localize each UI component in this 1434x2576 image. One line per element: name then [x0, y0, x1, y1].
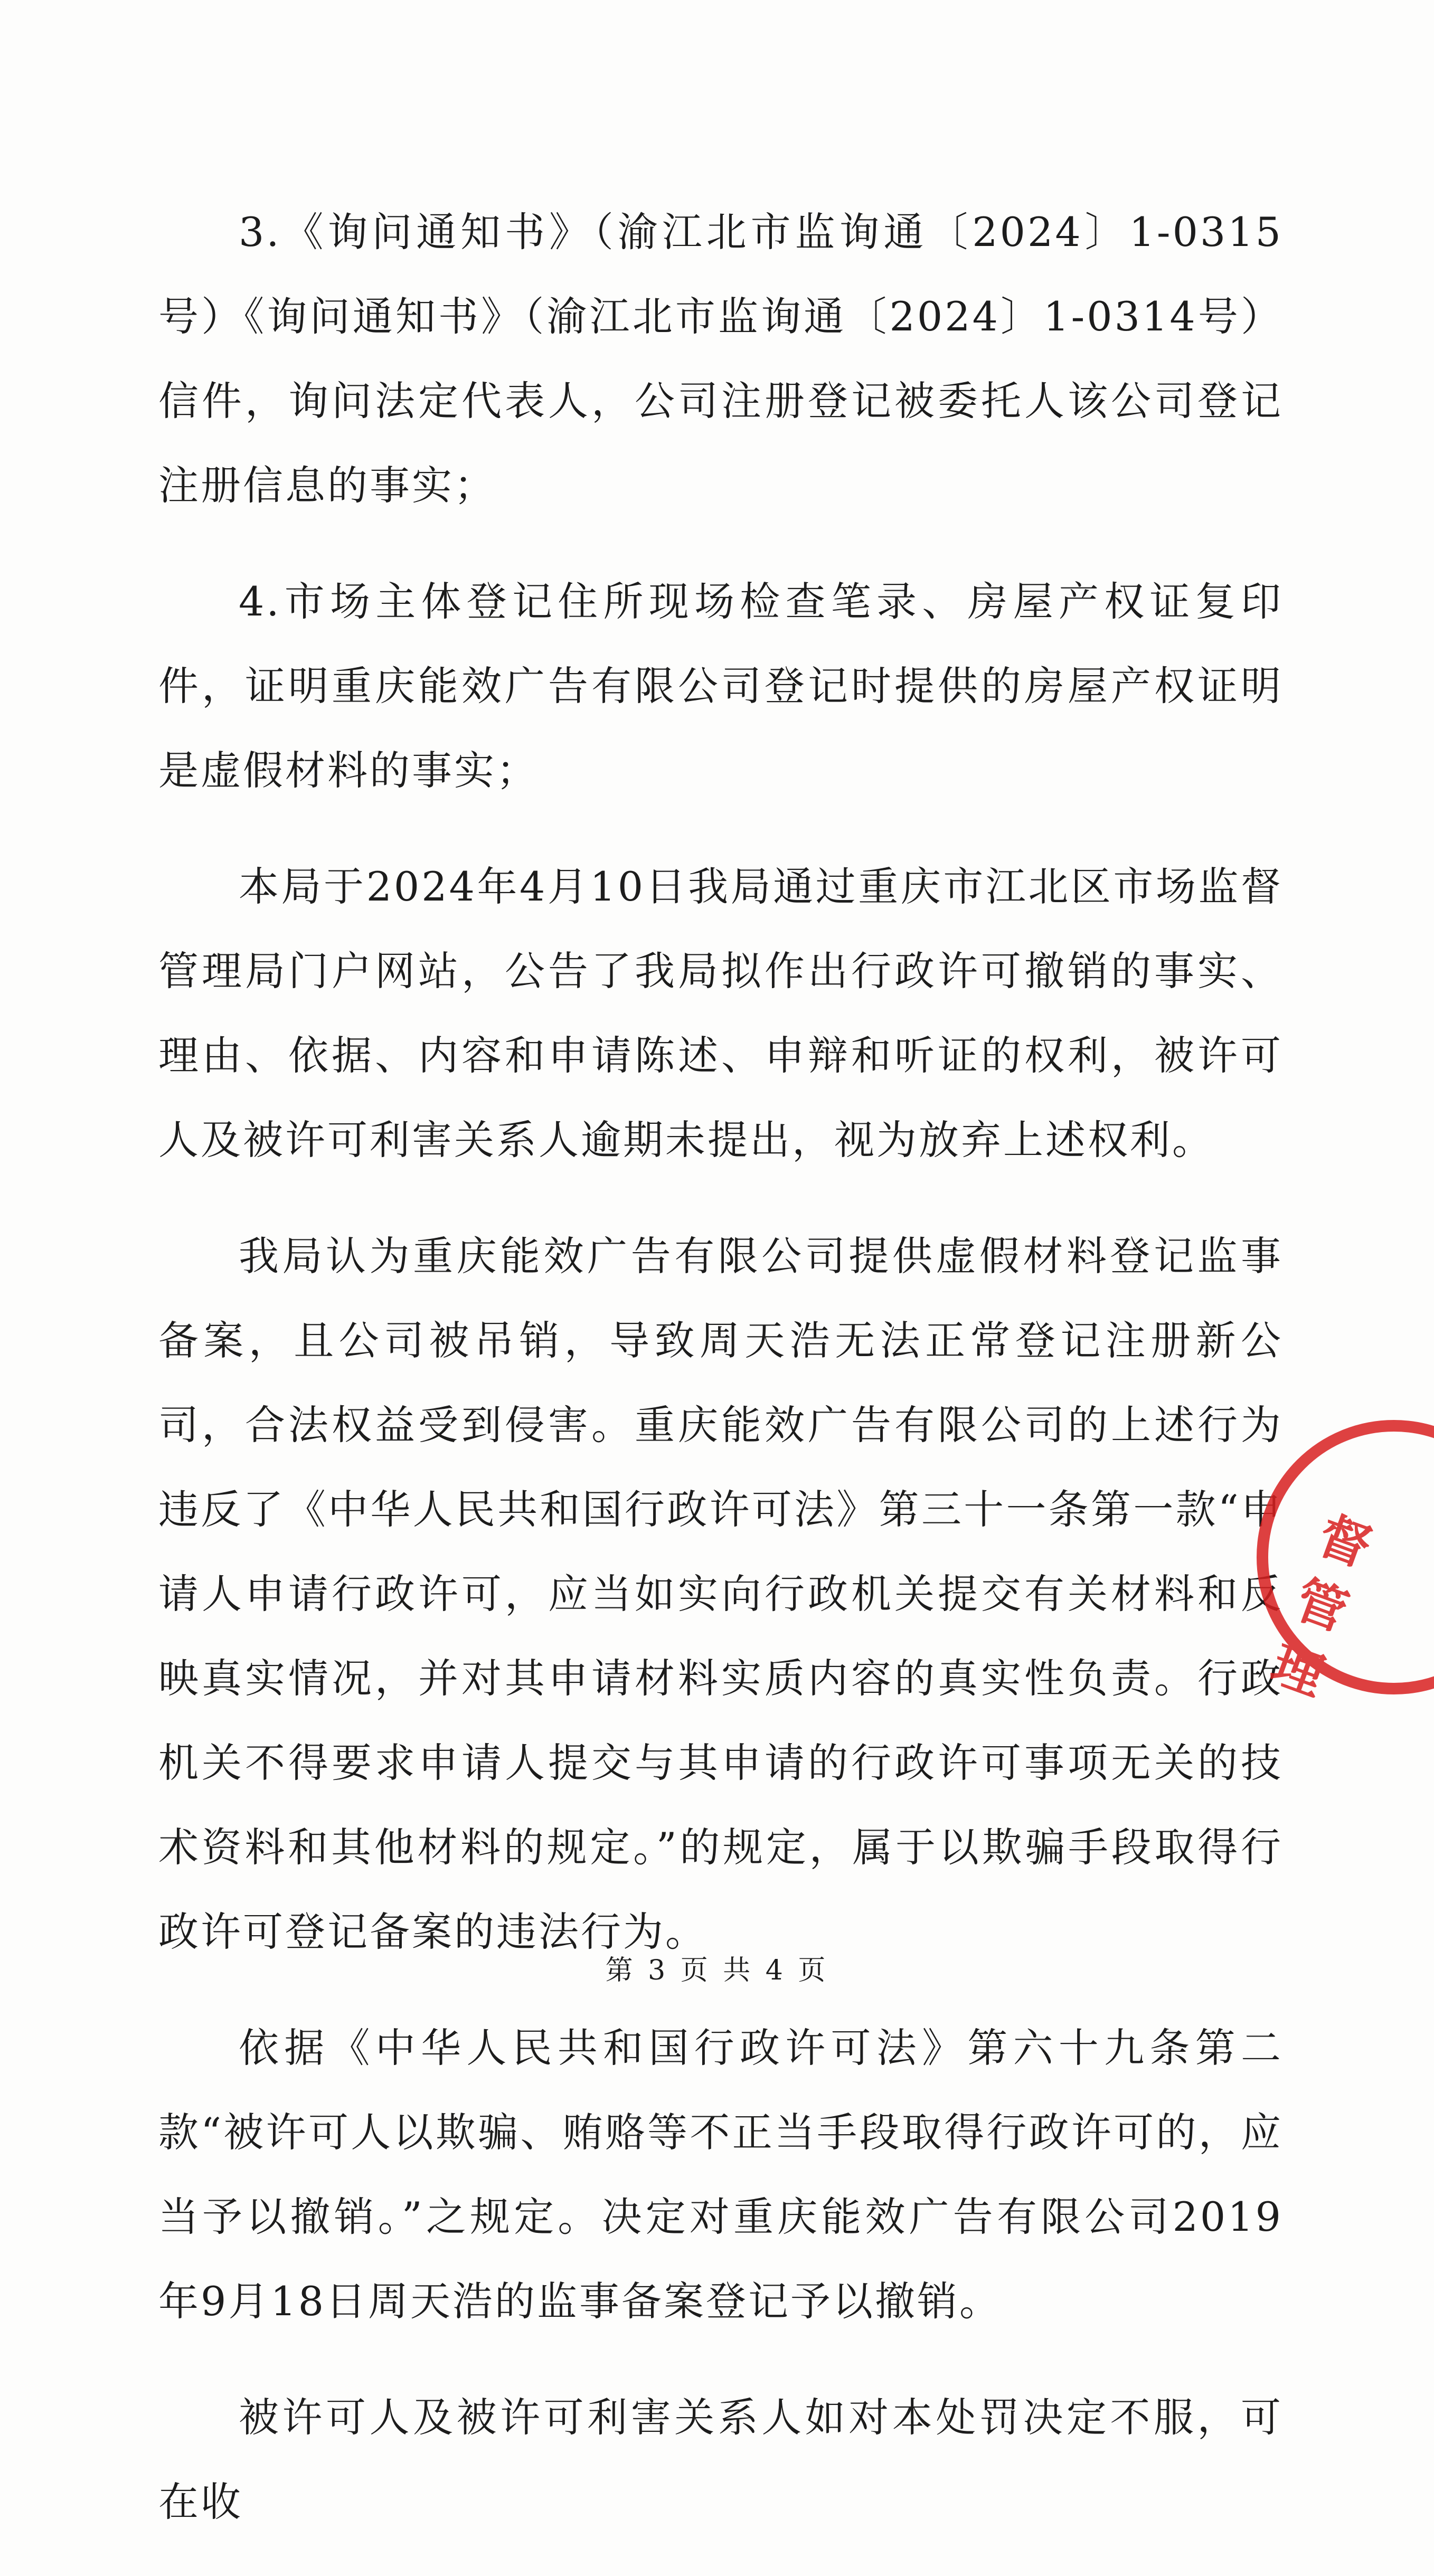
paragraph-finding: 我局认为重庆能效广告有限公司提供虚假材料登记监事备案，且公司被吊销，导致周天浩无法正常登记注册新公司，合法权益受到侵害。重庆能效广告有限公司的上述行为违反了《中华人民共和国行政许可法》第三十一条第一款“申请人申请行政许可，应当如实向行政机关提交有关材料和反映真实情况，并对其申请材料实质内容的真实性负责。行政机关不得要求申请人提交与其申请的行政许可事项无关的技术资料和其他材料的规定。”的规定，属于以欺骗手段取得行政许可登记备案的违法行为。: [158, 1233, 1283, 1955]
document-body: [158, 190, 1283, 2576]
paragraph-decision: 依据《中华人民共和国行政许可法》第六十九条第二款“被许可人以欺骗、贿赂等不正当手段取得行政许可的，应当予以撤销。”之规定。决定对重庆能效广告有限公司2019年9月18日周天浩的监事备案登记予以撤销。: [158, 2024, 1283, 2325]
paragraph-evidence-4: 4.市场主体登记住所现场检查笔录、房屋产权证复印件，证明重庆能效广告有限公司登记时提供的房屋产权证明是虚假材料的事实；: [158, 578, 1283, 794]
paragraph-appeal: 被许可人及被许可利害关系人如对本处罚决定不服，可在收: [158, 2394, 1283, 2525]
page-number: 第 3 页 共 4 页: [605, 1955, 829, 1986]
paragraph-announcement: 本局于2024年4月10日我局通过重庆市江北区市场监督管理局门户网站，公告了我局拟作出行政许可撤销的事实、理由、依据、内容和申请陈述、申辩和听证的权利，被许可人及被许可利害关系人逾期未提出，视为放弃上述权利。: [158, 863, 1283, 1163]
seal-lettering: 督管理: [1263, 1505, 1379, 1707]
paragraph-evidence-3: 3.《询问通知书》（渝江北市监询通〔2024〕1-0315号）《询问通知书》（渝江北市监询通〔2024〕1-0314号）信件，询问法定代表人，公司注册登记被委托人该公司登记注册信息的事实；: [158, 209, 1283, 509]
official-seal: [1257, 1420, 1434, 1707]
